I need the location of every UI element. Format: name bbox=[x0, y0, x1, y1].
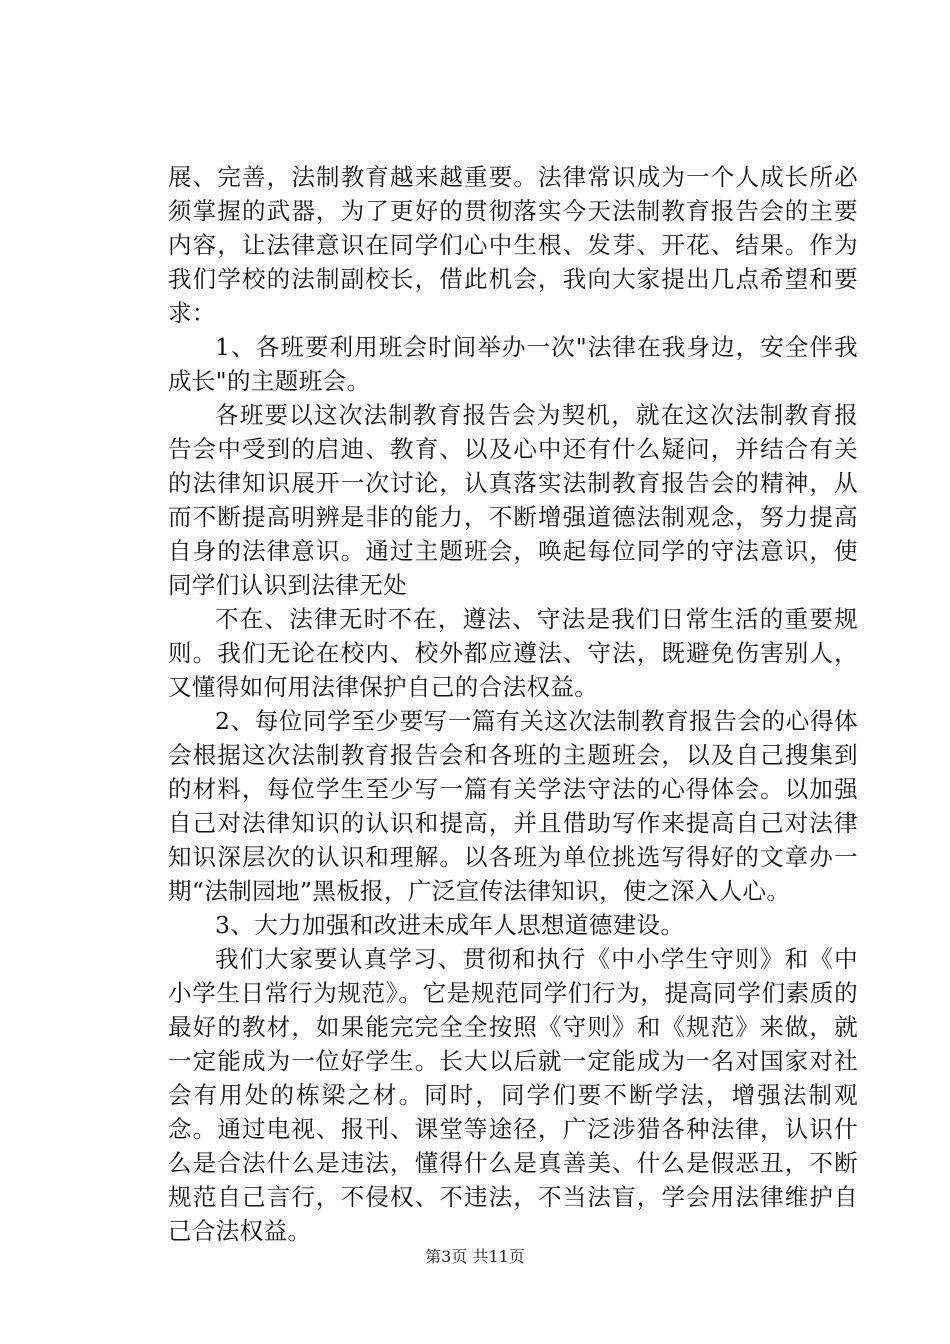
page-number-footer: 第3页 共11页 bbox=[425, 1247, 525, 1266]
paragraph-item-3-body: 我们大家要认真学习、贯彻和执行《中小学生守则》和《中小学生日常行为规范》。它是规范同学们行为，提高同学们素质的最好的教材，如果能完完全全按照《守则》和《规范》来做，就一定能成为一位好学生。长大以后就一定能成为一名对国家对社会有用处的栋梁之材。同时，同学们要不断学法，增强法制观念。通过电视、报刊、课堂等途径，广泛涉猎各种法律，认识什么是合法什么是违法，懂得什么是真善美、什么是假恶丑，不断规范自己言行，不侵权、不违法，不当法盲，学会用法律维护自己合法权益。 bbox=[168, 945, 858, 1245]
paragraph-item-1-body: 各班要以这次法制教育报告会为契机，就在这次法制教育报告会中受到的启迪、教育、以及心中还有什么疑问，并结合有关的法律知识展开一次讨论，认真落实法制教育报告会的精神，从而不断提高明辨是非的能力，不断增强道德法制观念，努力提高自身的法律意识。通过主题班会，唤起每位同学的守法意识，使同学们认识到法律无处 bbox=[168, 401, 858, 599]
paragraph-item-1-continued: 不在、法律无时不在，遵法、守法是我们日常生活的重要规则。我们无论在校内、校外都应遵法、守法，既避免伤害别人，又懂得如何用法律保护自己的合法权益。 bbox=[168, 605, 858, 701]
paragraph-intro: 展、完善，法制教育越来越重要。法律常识成为一个人成长所必须掌握的武器，为了更好的贯彻落实今天法制教育报告会的主要内容，让法律意识在同学们心中生根、发芽、开花、结果。作为我们学校的法制副校长，借此机会，我向大家提出几点希望和要求： bbox=[168, 163, 858, 327]
paragraph-item-1-heading: 1、各班要利用班会时间举办一次"法律在我身边，安全伴我成长"的主题班会。 bbox=[168, 333, 858, 395]
paragraph-item-3-heading: 3、大力加强和改进未成年人思想道德建设。 bbox=[215, 911, 685, 939]
document-body bbox=[168, 160, 858, 1248]
paragraph-item-2: 2、每位同学至少要写一篇有关这次法制教育报告会的心得体会根据这次法制教育报告会和各班的主题班会，以及自己搜集到的材料，每位学生至少写一篇有关学法守法的心得体会。以加强自己对法律知识的认识和提高，并且借助写作来提高自己对法律知识深层次的认识和理解。以各班为单位挑选写得好的文章办一期“法制园地”黑板报，广泛宣传法律知识，使之深入人心。 bbox=[168, 707, 858, 905]
